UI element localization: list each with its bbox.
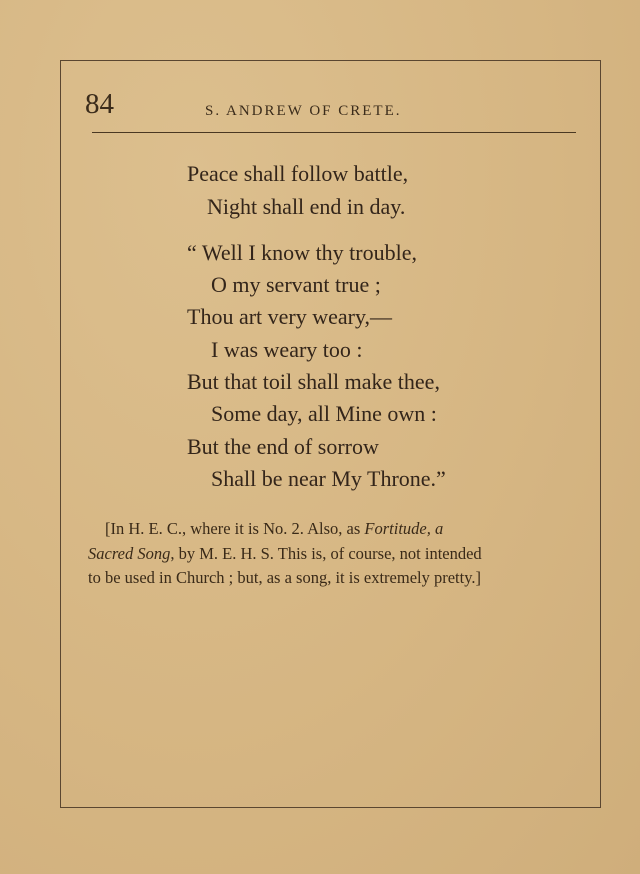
poem-line: Thou art very weary,— (187, 304, 393, 329)
running-head: S. ANDREW OF CRETE. (205, 103, 402, 119)
poem-line: O my servant true ; (211, 272, 381, 297)
note-italic-title: Fortitude, a (364, 519, 444, 538)
poem-line: Peace shall follow battle, (187, 161, 409, 186)
note-text: , by M. E. H. S. This is, of course, not intended (170, 544, 482, 563)
poem-line: Shall be near My Throne.” (211, 466, 446, 491)
editorial-note-line-1 (105, 519, 443, 539)
editorial-note-line-2 (88, 544, 482, 564)
poem-line: Night shall end in day. (207, 194, 406, 219)
poem-line: But the end of sorrow (187, 434, 379, 459)
header-rule (92, 132, 576, 133)
page-number: 84 (85, 88, 114, 120)
poem-line: But that toil shall make thee, (187, 369, 440, 394)
note-italic-title: Sacred Song (88, 544, 171, 563)
poem-line: “ Well I know thy trouble, (187, 240, 418, 265)
editorial-note-line-3: to be used in Church ; but, as a song, it is extremely pretty.] (88, 568, 482, 587)
note-text: [In H. E. C., where it is No. 2. Also, as (105, 519, 365, 538)
poem-line: Some day, all Mine own : (211, 401, 437, 426)
poem-line: I was weary too : (211, 337, 363, 362)
